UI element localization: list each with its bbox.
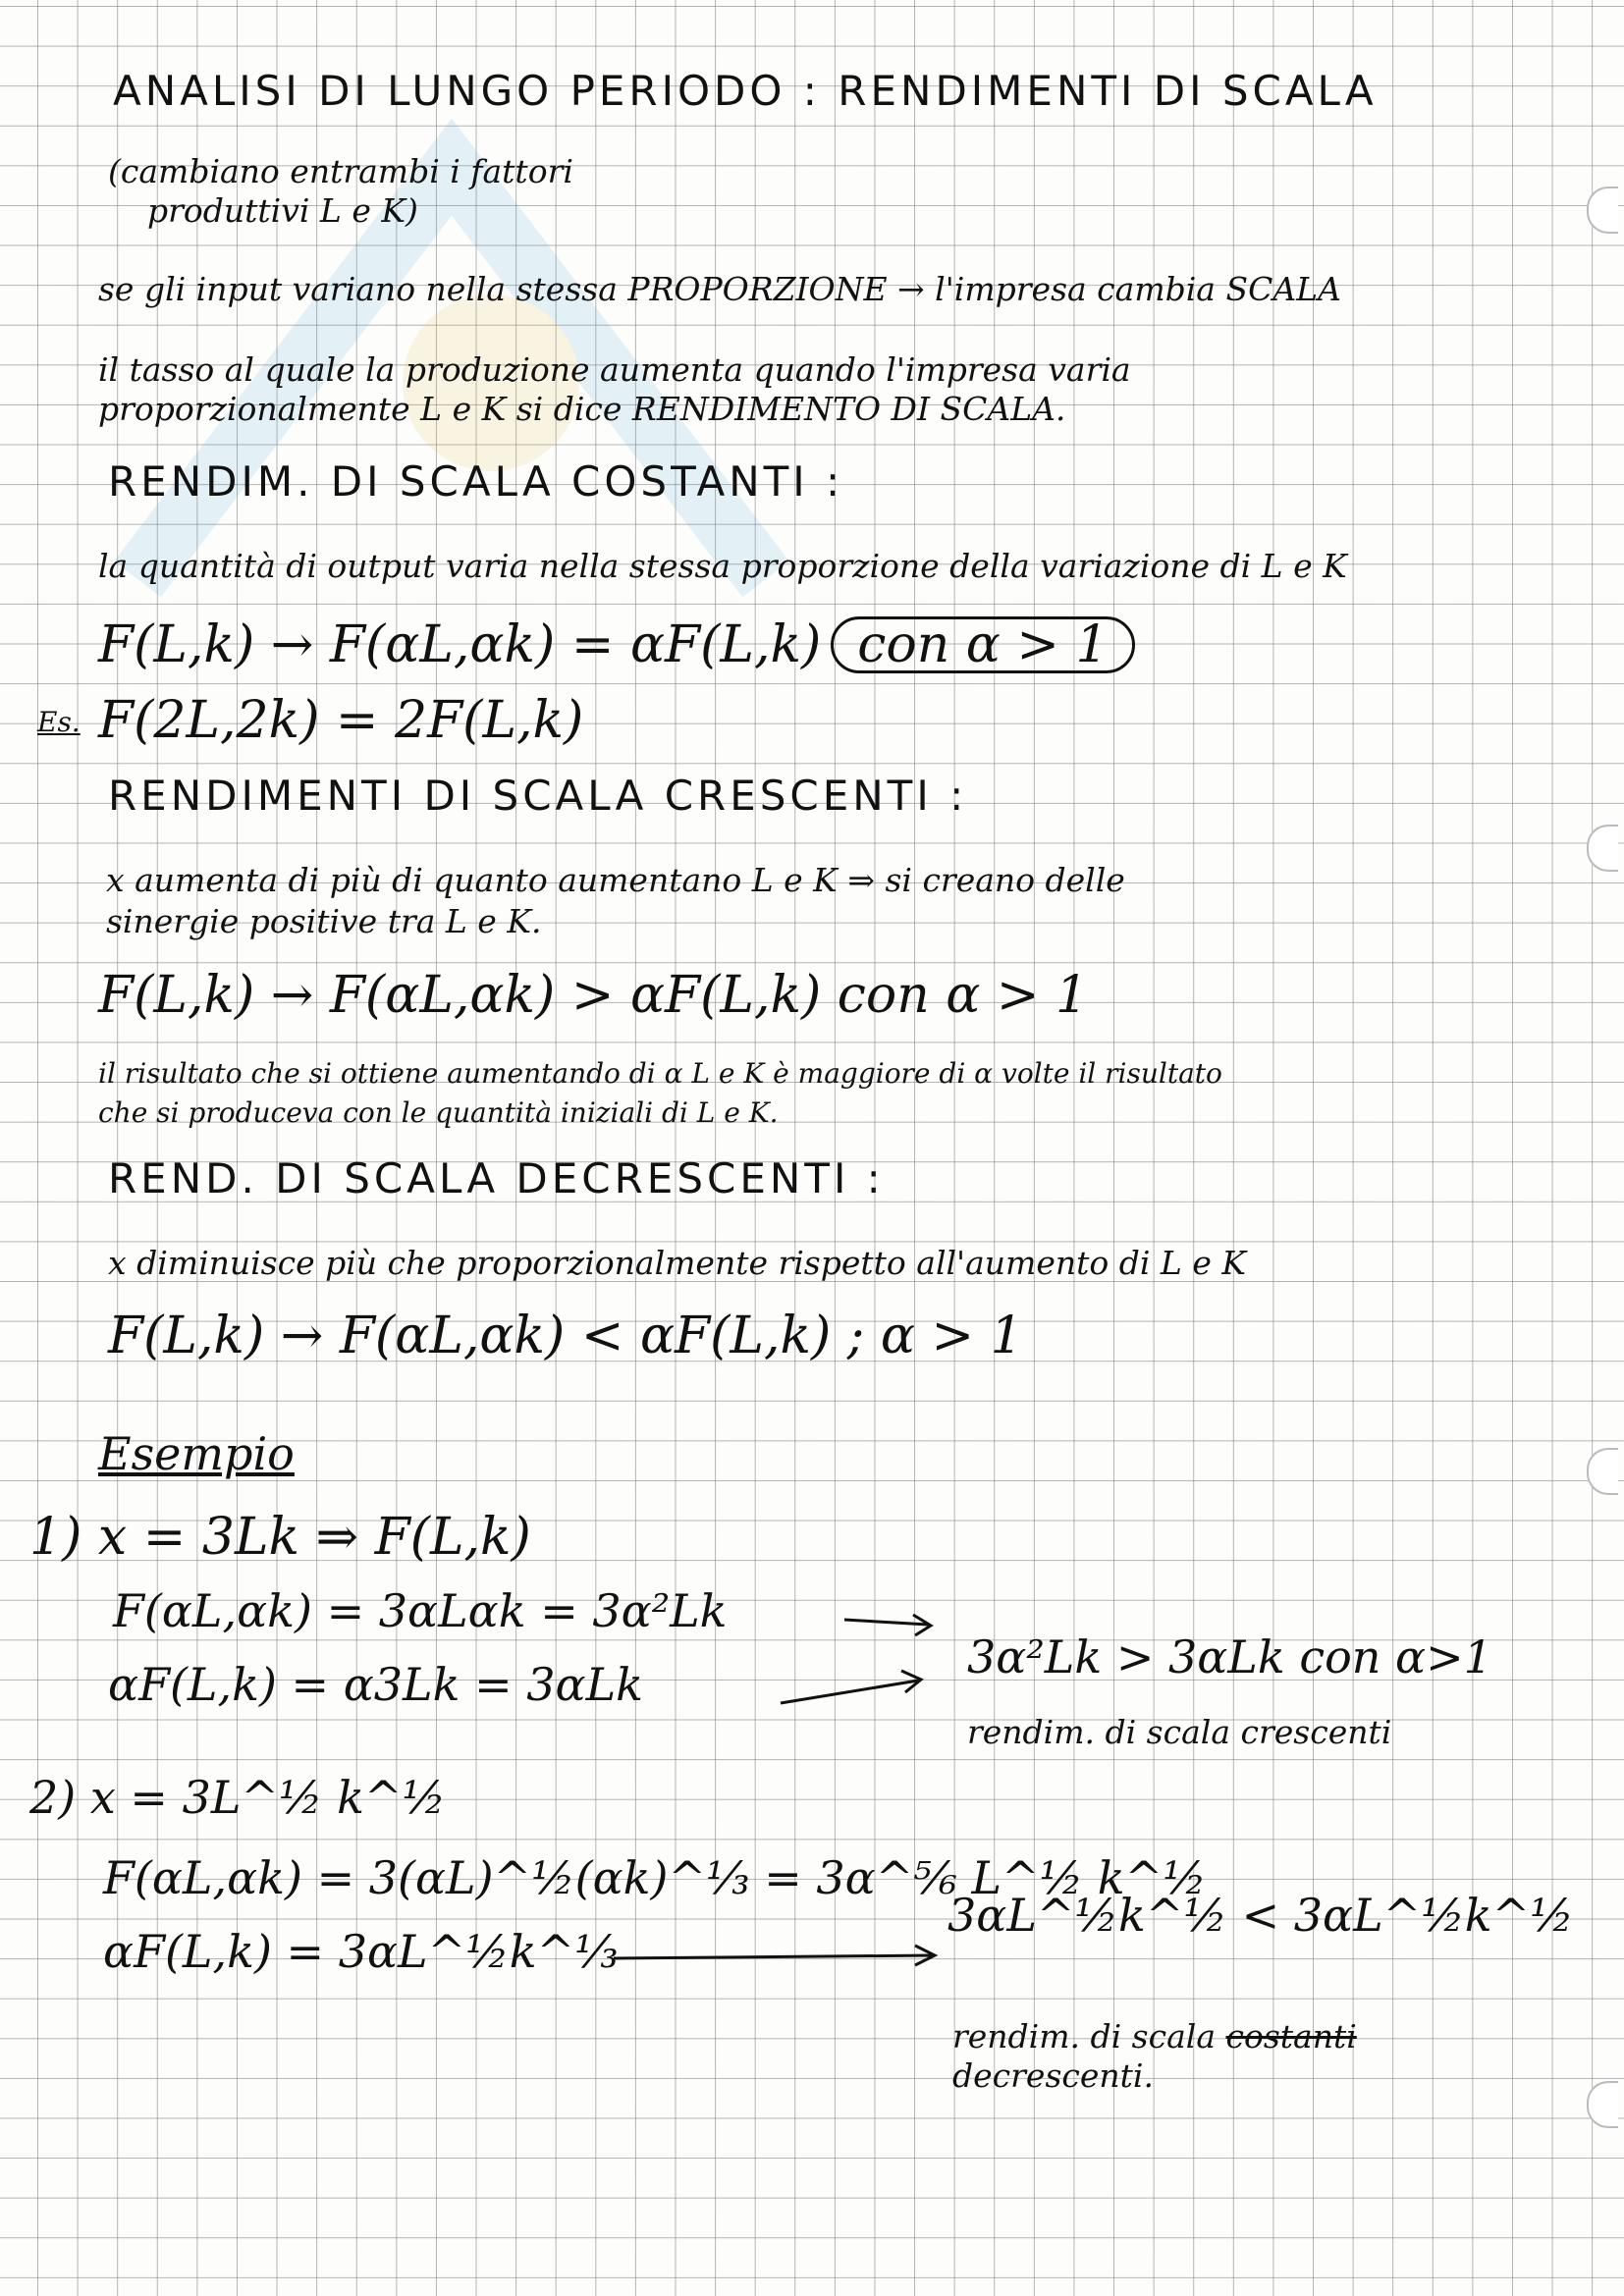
formula: F(L,k) → F(αL,αk) < αF(L,k) ; α > 1 — [108, 1307, 1023, 1365]
example-heading: Esempio — [98, 1427, 295, 1480]
formula: αF(L,k) = 3αL^½k^⅓ — [103, 1925, 619, 1978]
text-line: decrescenti. — [952, 2056, 1154, 2095]
formula: F(αL,αk) = 3αLαk = 3α²Lk — [113, 1584, 728, 1637]
section-heading: RENDIMENTI DI SCALA CRESCENTI : — [108, 772, 968, 820]
text-line: produttivi L e K) — [147, 191, 418, 230]
formula: F(L,k) → F(αL,αk) = αF(L,k) con α > 1 — [98, 616, 1135, 673]
formula: 2) x = 3L^½ k^½ — [29, 1771, 447, 1824]
text-line: se gli input variano nella stessa PROPORZIONE → l'impresa cambia SCALA — [98, 270, 1341, 308]
text-line: x diminuisce più che proporzionalmente rispetto all'aumento di L e K — [108, 1244, 1246, 1282]
text-line: proporzionalmente L e K si dice RENDIMENTO DI SCALA. — [98, 390, 1066, 428]
text-line: (cambiano entrambi i fattori — [108, 152, 573, 190]
text-line: la quantità di output varia nella stessa proporzione della variazione di L e K — [98, 547, 1347, 585]
circled-condition: con α > 1 — [831, 616, 1134, 673]
formula: αF(L,k) = α3Lk = 3αLk — [108, 1658, 643, 1711]
text-line: x aumenta di più di quanto aumentano L e K ⇒ si creano delle — [106, 861, 1125, 899]
text-line: sinergie positive tra L e K. — [106, 902, 542, 940]
formula-result: 3α²Lk > 3αLk con α>1 — [967, 1630, 1492, 1683]
section-heading: REND. DI SCALA DECRESCENTI : — [108, 1154, 885, 1202]
text-line: il tasso al quale la produzione aumenta quando l'impresa varia — [98, 350, 1131, 389]
page-title: ANALISI DI LUNGO PERIODO : RENDIMENTI DI SCALA — [113, 67, 1378, 115]
text-line: rendim. di scala costanti — [952, 2017, 1357, 2056]
formula-result: 3αL^½k^½ < 3αL^½k^½ — [947, 1889, 1574, 1942]
struck-word: costanti — [1225, 2017, 1357, 2056]
formula: F(L,k) → F(αL,αk) > αF(L,k) con α > 1 — [98, 966, 1089, 1025]
section-heading: RENDIM. DI SCALA COSTANTI : — [108, 457, 844, 506]
text-line: che si produceva con le quantità iniziali di L e K. — [98, 1096, 779, 1129]
formula: F(αL,αk) = 3(αL)^½(αk)^⅓ = 3α^⅚ L^½ k^½ — [103, 1851, 1207, 1904]
example-label: Es. — [37, 706, 81, 738]
formula: F(2L,2k) = 2F(L,k) — [98, 691, 584, 750]
text-line: il risultato che si ottiene aumentando di α L e K è maggiore di α volte il risultato — [98, 1057, 1222, 1090]
formula: 1) x = 3Lk ⇒ F(L,k) — [29, 1508, 531, 1567]
text-line: rendim. di scala crescenti — [967, 1713, 1392, 1751]
